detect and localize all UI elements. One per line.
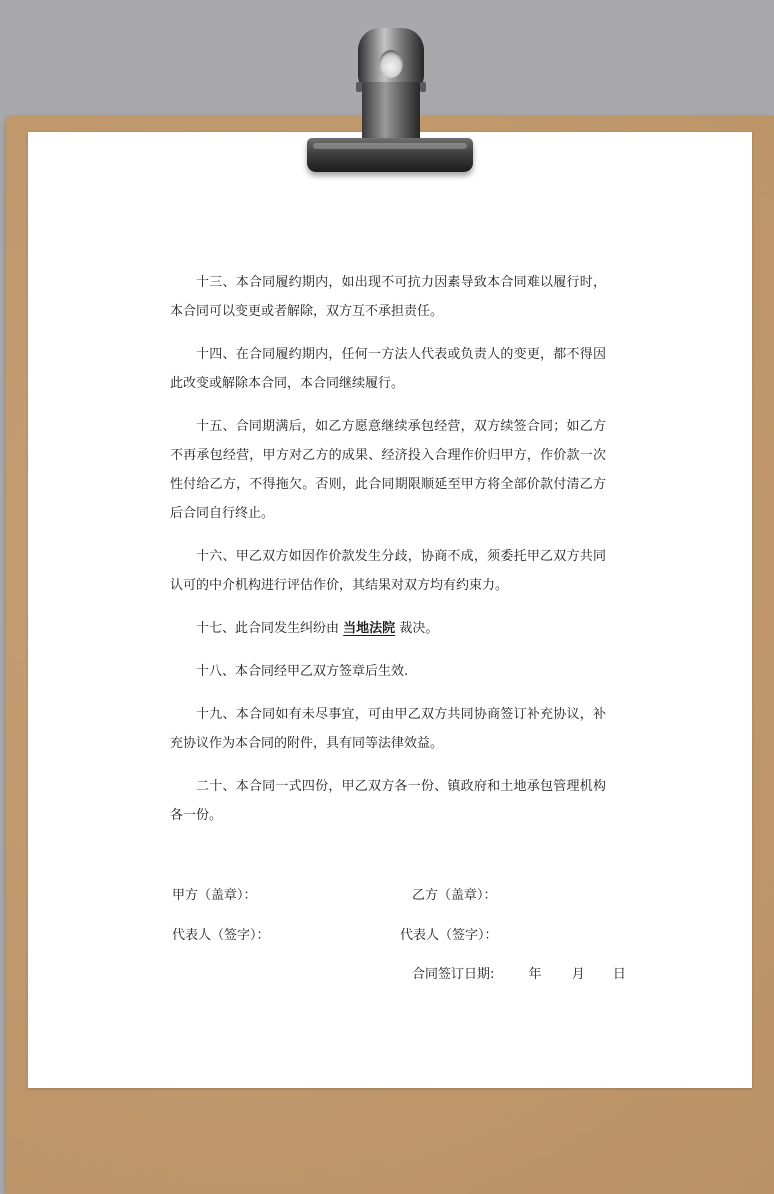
binder-clip-base [307, 138, 473, 172]
date-day: 日 [612, 967, 626, 982]
binder-clip-arm [362, 82, 420, 146]
signing-date-label: 合同签订日期: [412, 967, 495, 982]
clause-16: 十六、甲乙双方如因作价款发生分歧，协商不成，须委托甲乙双方共同认可的中介机构进行评估作价，其结果对双方均有约束力。 [170, 549, 606, 593]
court-name: 当地法院 [343, 621, 396, 636]
contract-body [170, 268, 606, 844]
date-year: 年 [528, 967, 542, 982]
party-a-seal-label: 甲方（盖章）： [172, 888, 257, 903]
date-month: 月 [571, 967, 585, 982]
clause-14: 十四、在合同履约期内，任何一方法人代表或负责人的变更，都不得因此改变或解除本合同，本合同继续履行。 [170, 347, 606, 391]
party-a-rep-label: 代表人（签字）： [172, 928, 270, 943]
clause-17-suffix: 裁决。 [399, 621, 439, 636]
clause-19: 十九、本合同如有未尽事宜，可由甲乙双方共同协商签订补充协议，补充协议作为本合同的附件，具有同等法律效益。 [170, 707, 606, 751]
clause-20: 二十、本合同一式四份，甲乙双方各一份、镇政府和土地承包管理机构各一份。 [170, 779, 606, 823]
clause-17 [170, 614, 606, 643]
binder-clip-hole [379, 50, 403, 78]
binder-clip-pin-right [420, 82, 426, 92]
party-b-rep-label: 代表人（签字）： [400, 928, 498, 943]
party-b-seal-label: 乙方（盖章）： [412, 888, 497, 903]
binder-clip-pin-left [356, 82, 362, 92]
clause-18: 十八、本合同经甲乙双方签章后生效. [196, 664, 409, 679]
clause-17-prefix: 十七、此合同发生纠纷由 [196, 621, 340, 636]
clause-15: 十五、合同期满后，如乙方愿意继续承包经营，双方续签合同；如乙方不再承包经营，甲方对乙方的成果、经济投入合理作价归甲方，作价款一次性付给乙方，不得拖欠。否则，此合同期限顺延至甲方将全部价款付清乙方后合同自行终止。 [170, 419, 606, 521]
clause-13: 十三、本合同履约期内，如出现不可抗力因素导致本合同难以履行时，本合同可以变更或者解除，双方互不承担责任。 [170, 275, 606, 319]
signing-date [412, 963, 626, 982]
